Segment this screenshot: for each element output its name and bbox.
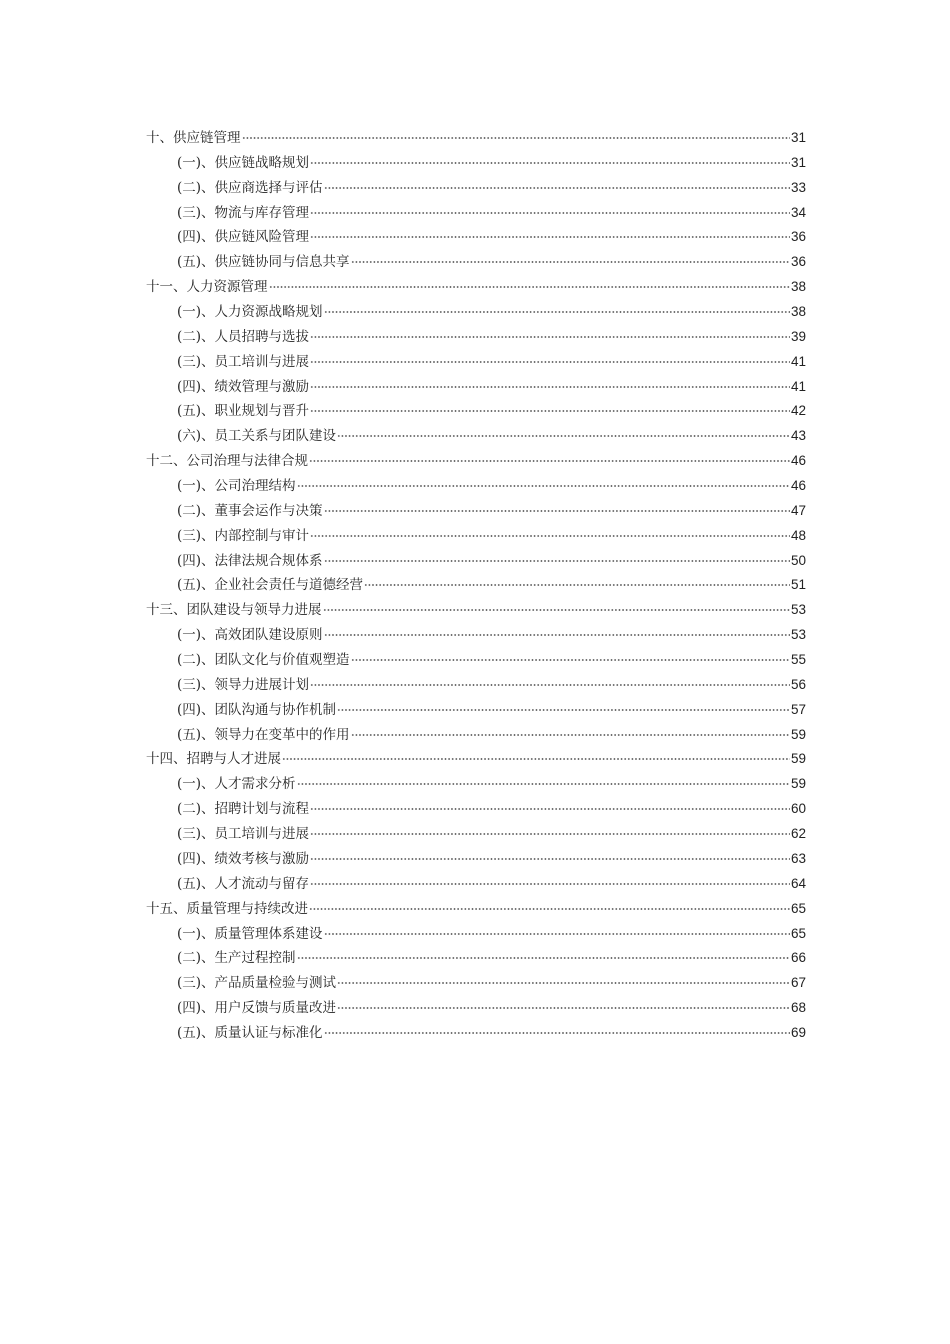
toc-page-number: 42: [790, 403, 806, 419]
toc-dot-leader: [310, 858, 790, 860]
toc-section-entry[interactable]: [146, 176, 806, 201]
toc-section-entry[interactable]: [146, 996, 806, 1021]
toc-entry-title: (二)、生产过程控制: [177, 950, 296, 967]
toc-page-number: 56: [790, 676, 806, 692]
toc-chapter-entry[interactable]: [146, 598, 806, 623]
toc-page-number: 60: [790, 801, 806, 817]
toc-page-number: 65: [790, 925, 806, 941]
toc-section-entry[interactable]: [146, 549, 806, 574]
toc-dot-leader: [324, 1032, 790, 1034]
toc-section-entry[interactable]: [146, 698, 806, 723]
toc-section-entry[interactable]: [146, 325, 806, 350]
toc-dot-leader: [242, 137, 790, 139]
toc-entry-title: (五)、领导力在变革中的作用: [177, 726, 350, 743]
toc-section-entry[interactable]: [146, 375, 806, 400]
toc-section-entry[interactable]: [146, 201, 806, 226]
toc-page-number: 38: [790, 279, 806, 295]
toc-page-number: 55: [790, 652, 806, 668]
toc-page-number: 62: [790, 826, 806, 842]
toc-section-entry[interactable]: [146, 872, 806, 897]
toc-page-number: 33: [790, 179, 806, 195]
toc-section-entry[interactable]: [146, 673, 806, 698]
toc-entry-title: 十四、招聘与人才进展: [146, 751, 281, 768]
toc-dot-leader: [310, 833, 790, 835]
toc-dot-leader: [310, 808, 790, 810]
toc-page-number: 50: [790, 552, 806, 568]
toc-dot-leader: [324, 187, 790, 189]
toc-dot-leader: [310, 386, 790, 388]
toc-page-number: 65: [790, 900, 806, 916]
toc-section-entry[interactable]: [146, 648, 806, 673]
toc-dot-leader: [310, 410, 790, 412]
toc-entry-title: 十一、人力资源管理: [146, 279, 268, 296]
toc-entry-title: (四)、供应链风险管理: [177, 229, 310, 246]
toc-entry-title: (一)、质量管理体系建设: [177, 925, 323, 942]
toc-page-number: 57: [790, 701, 806, 717]
toc-entry-title: (四)、绩效管理与激励: [177, 378, 310, 395]
toc-entry-title: 十、供应链管理: [146, 130, 241, 146]
toc-section-entry[interactable]: [146, 350, 806, 375]
toc-page-number: 67: [790, 975, 806, 991]
toc-page-number: 41: [790, 378, 806, 394]
toc-chapter-entry[interactable]: [146, 449, 806, 474]
toc-dot-leader: [324, 311, 790, 313]
toc-dot-leader: [351, 659, 790, 661]
toc-dot-leader: [297, 783, 790, 785]
toc-page-number: 64: [790, 875, 806, 891]
toc-dot-leader: [351, 734, 790, 736]
toc-page-number: 34: [790, 204, 806, 220]
toc-section-entry[interactable]: [146, 225, 806, 250]
toc-entry-title: (一)、人才需求分析: [177, 776, 296, 793]
toc-entry-title: (三)、内部控制与审计: [177, 527, 310, 544]
toc-entry-title: (五)、供应链协同与信息共享: [177, 254, 350, 271]
toc-page-number: 66: [790, 950, 806, 966]
toc-entry-title: (四)、用户反馈与质量改进: [177, 1000, 337, 1017]
toc-dot-leader: [282, 758, 790, 760]
toc-dot-leader: [310, 336, 790, 338]
toc-entry-title: (三)、物流与库存管理: [177, 204, 310, 221]
toc-entry-title: (一)、人力资源战略规划: [177, 304, 323, 321]
toc-entry-title: 十二、公司治理与法律合规: [146, 453, 308, 470]
toc-page-number: 38: [790, 304, 806, 320]
toc-dot-leader: [324, 510, 790, 512]
toc-dot-leader: [310, 361, 790, 363]
toc-page-number: 51: [790, 577, 806, 593]
toc-entry-title: (五)、企业社会责任与道德经营: [177, 577, 364, 594]
toc-entry-title: (二)、供应商选择与评估: [177, 179, 323, 196]
toc-entry-title: (一)、高效团队建设原则: [177, 627, 323, 644]
toc-chapter-entry[interactable]: [146, 275, 806, 300]
toc-dot-leader: [324, 560, 790, 562]
toc-entry-title: (二)、人员招聘与选拔: [177, 328, 310, 345]
toc-section-entry[interactable]: [146, 151, 806, 176]
toc-entry-title: (三)、产品质量检验与测试: [177, 975, 337, 992]
toc-entry-title: (三)、领导力进展计划: [177, 676, 310, 693]
toc-section-entry[interactable]: [146, 623, 806, 648]
toc-page-number: 47: [790, 502, 806, 518]
toc-section-entry[interactable]: [146, 772, 806, 797]
table-of-contents: [146, 126, 806, 1046]
toc-dot-leader: [269, 286, 790, 288]
toc-entry-title: (三)、员工培训与进展: [177, 353, 310, 370]
toc-dot-leader: [297, 485, 790, 487]
toc-dot-leader: [337, 435, 790, 437]
toc-dot-leader: [310, 236, 790, 238]
toc-section-entry[interactable]: [146, 971, 806, 996]
toc-entry-title: 十三、团队建设与领导力进展: [146, 602, 322, 619]
toc-section-entry[interactable]: [146, 946, 806, 971]
toc-page-number: 59: [790, 726, 806, 742]
toc-section-entry[interactable]: [146, 1021, 806, 1046]
toc-dot-leader: [310, 212, 790, 214]
toc-page-number: 69: [790, 1024, 806, 1040]
toc-section-entry[interactable]: [146, 922, 806, 947]
toc-page-number: 36: [790, 254, 806, 270]
toc-dot-leader: [309, 908, 790, 910]
toc-entry-title: 十五、质量管理与持续改进: [146, 900, 308, 917]
toc-chapter-entry[interactable]: [146, 897, 806, 922]
toc-dot-leader: [297, 957, 790, 959]
toc-dot-leader: [364, 584, 790, 586]
toc-section-entry[interactable]: [146, 524, 806, 549]
toc-section-entry[interactable]: [146, 573, 806, 598]
toc-entry-title: (四)、绩效考核与激励: [177, 850, 310, 867]
toc-entry-title: (一)、公司治理结构: [177, 478, 296, 495]
toc-dot-leader: [337, 982, 790, 984]
toc-page-number: 53: [790, 602, 806, 618]
toc-dot-leader: [310, 883, 790, 885]
toc-dot-leader: [337, 1007, 790, 1009]
toc-section-entry[interactable]: [146, 822, 806, 847]
toc-entry-title: (二)、团队文化与价值观塑造: [177, 652, 350, 669]
toc-page-number: 48: [790, 527, 806, 543]
toc-section-entry[interactable]: [146, 399, 806, 424]
toc-chapter-entry[interactable]: [146, 747, 806, 772]
toc-entry-title: (四)、团队沟通与协作机制: [177, 701, 337, 718]
toc-section-entry[interactable]: [146, 847, 806, 872]
toc-page-number: 36: [790, 229, 806, 245]
toc-dot-leader: [323, 609, 790, 611]
toc-entry-title: (五)、职业规划与晋升: [177, 403, 310, 420]
toc-entry-title: (四)、法律法规合规体系: [177, 552, 323, 569]
toc-page-number: 53: [790, 627, 806, 643]
toc-page-number: 46: [790, 478, 806, 494]
toc-section-entry[interactable]: [146, 723, 806, 748]
toc-entry-title: (六)、员工关系与团队建设: [177, 428, 337, 445]
toc-section-entry[interactable]: [146, 474, 806, 499]
toc-chapter-entry[interactable]: [146, 126, 806, 151]
toc-entry-title: (二)、董事会运作与决策: [177, 502, 323, 519]
toc-entry-title: (一)、供应链战略规划: [177, 154, 310, 171]
toc-entry-title: (五)、人才流动与留存: [177, 875, 310, 892]
toc-page-number: 31: [790, 130, 806, 145]
toc-entry-title: (二)、招聘计划与流程: [177, 801, 310, 818]
toc-dot-leader: [310, 162, 790, 164]
toc-dot-leader: [309, 460, 790, 462]
toc-section-entry[interactable]: [146, 250, 806, 275]
toc-entry-title: (五)、质量认证与标准化: [177, 1024, 323, 1041]
toc-section-entry[interactable]: [146, 300, 806, 325]
toc-page-number: 68: [790, 1000, 806, 1016]
toc-dot-leader: [324, 933, 790, 935]
toc-page-number: 59: [790, 776, 806, 792]
toc-page-number: 59: [790, 751, 806, 767]
toc-section-entry[interactable]: [146, 424, 806, 449]
toc-page-number: 46: [790, 453, 806, 469]
toc-dot-leader: [324, 634, 790, 636]
toc-dot-leader: [310, 684, 790, 686]
toc-dot-leader: [337, 709, 790, 711]
toc-entry-title: (三)、员工培训与进展: [177, 826, 310, 843]
toc-page-number: 41: [790, 353, 806, 369]
toc-dot-leader: [310, 535, 790, 537]
toc-page-number: 31: [790, 154, 806, 170]
toc-section-entry[interactable]: [146, 797, 806, 822]
toc-page-number: 43: [790, 428, 806, 444]
toc-page-number: 39: [790, 328, 806, 344]
toc-section-entry[interactable]: [146, 499, 806, 524]
toc-dot-leader: [351, 261, 790, 263]
toc-page-number: 63: [790, 850, 806, 866]
